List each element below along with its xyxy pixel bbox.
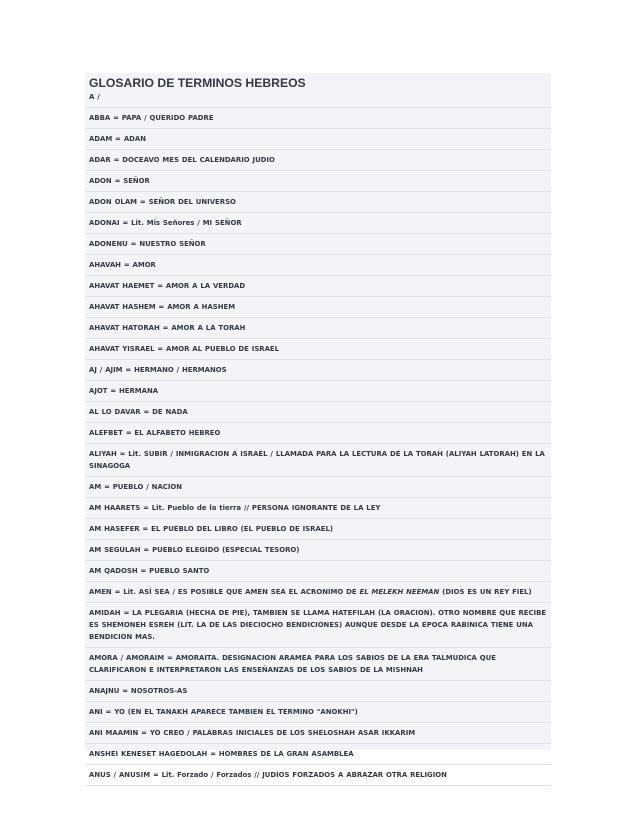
glossary-entry: AL LO DAVAR = DE NADA bbox=[85, 402, 551, 423]
glossary-entry: AJ / AJIM = HERMANO / HERMANOS bbox=[85, 360, 551, 381]
glossary-entry: ANSHEI KENESET HAGEDOLAH = HOMBRES DE LA GRAN ASAMBLEA bbox=[85, 744, 551, 765]
glossary-entry: AM QADOSH = PUEBLO SANTO bbox=[85, 561, 551, 582]
glossary-entry: ADONENU = NUESTRO SEÑOR bbox=[85, 234, 551, 255]
glossary-document bbox=[85, 73, 551, 779]
glossary-entry: A / bbox=[85, 90, 551, 108]
glossary-entry: AM SEGULAH = PUEBLO ELEGIDO (ESPECIAL TESORO) bbox=[85, 540, 551, 561]
glossary-entry: AHAVAT HASHEM = AMOR A HASHEM bbox=[85, 297, 551, 318]
glossary-entry: AJOT = HERMANA bbox=[85, 381, 551, 402]
entry-text: (DIOS ES UN REY FIEL) bbox=[439, 588, 532, 596]
glossary-entry: ADON = SEÑOR bbox=[85, 171, 551, 192]
entry-text: AMEN = Lit. ASÍ SEA / ES POSIBLE QUE AMEN SEA EL ACRONIMO DE bbox=[89, 588, 360, 596]
glossary-entry: AM = PUEBLO / NACION bbox=[85, 477, 551, 498]
glossary-entry: ANI = YO (EN EL TANAKH APARECE TAMBIEN EL TERMINO "ANOKHI") bbox=[85, 702, 551, 723]
document-title: GLOSARIO DE TERMINOS HEBREOS bbox=[89, 76, 306, 90]
glossary-entry: ADAR = DOCEAVO MES DEL CALENDARIO JUDIO bbox=[85, 150, 551, 171]
glossary-entry: AMIDAH = LA PLEGARIA (HECHA DE PIE), TAMBIEN SE LLAMA HATEFILAH (LA ORACION). OTRO NOMBRE QUE RECIBE ES SHEMONEH ESREH (LIT. LA DE LAS DIECIOCHO BENDICIONES) AUNQUE DESDE LA EPOCA RABINICA TIENE UNA BENDICION MAS. bbox=[85, 603, 551, 648]
glossary-entry: ANAJNU = NOSOTROS-AS bbox=[85, 681, 551, 702]
glossary-entry: AM HASEFER = EL PUEBLO DEL LIBRO (EL PUEBLO DE ISRAEL) bbox=[85, 519, 551, 540]
glossary-entry: AM HAARETS = Lit. Pueblo de la tierra // PERSONA IGNORANTE DE LA LEY bbox=[85, 498, 551, 519]
glossary-entry: ADONAI = Lit. Mis Señores / MI SEÑOR bbox=[85, 213, 551, 234]
glossary-entry: ANUS / ANUSIM = Lit. Forzado / Forzados // JUDIOS FORZADOS A ABRAZAR OTRA RELIGION bbox=[85, 765, 551, 786]
glossary-entry: ALEFBET = EL ALFABETO HEBREO bbox=[85, 423, 551, 444]
glossary-entry: AHAVAT YISRAEL = AMOR AL PUEBLO DE ISRAEL bbox=[85, 339, 551, 360]
glossary-entry: AMORA / AMORAIM = AMORAITA. DESIGNACION ARAMEA PARA LOS SABIOS DE LA ERA TALMUDICA QUE CLARIFICARON E INTERPRETARON LAS ENSEÑANZAS DE LOS SABIOS DE LA MISHNAH bbox=[85, 648, 551, 681]
entry-italic-text: EL MELEKH NEEMAN bbox=[359, 588, 440, 596]
glossary-entry: ADAM = ADAN bbox=[85, 129, 551, 150]
glossary-entry: ABBA = PAPA / QUERIDO PADRE bbox=[85, 108, 551, 129]
glossary-entry: ADON OLAM = SEÑOR DEL UNIVERSO bbox=[85, 192, 551, 213]
glossary-entry: AHAVAT HAEMET = AMOR A LA VERDAD bbox=[85, 276, 551, 297]
glossary-entry: AHAVAH = AMOR bbox=[85, 255, 551, 276]
glossary-entry: ANI MAAMIN = YO CREO / PALABRAS INICIALES DE LOS SHELOSHAH ASAR IKKARIM bbox=[85, 723, 551, 744]
glossary-entry: AHAVAT HATORAH = AMOR A LA TORAH bbox=[85, 318, 551, 339]
glossary-entry bbox=[85, 582, 551, 603]
glossary-entries bbox=[85, 90, 551, 786]
glossary-entry: ALIYAH = Lit. SUBIR / INMIGRACION A ISRAEL / LLAMADA PARA LA LECTURA DE LA TORAH (ALIYAH LATORAH) EN LA SINAGOGA bbox=[85, 444, 551, 477]
